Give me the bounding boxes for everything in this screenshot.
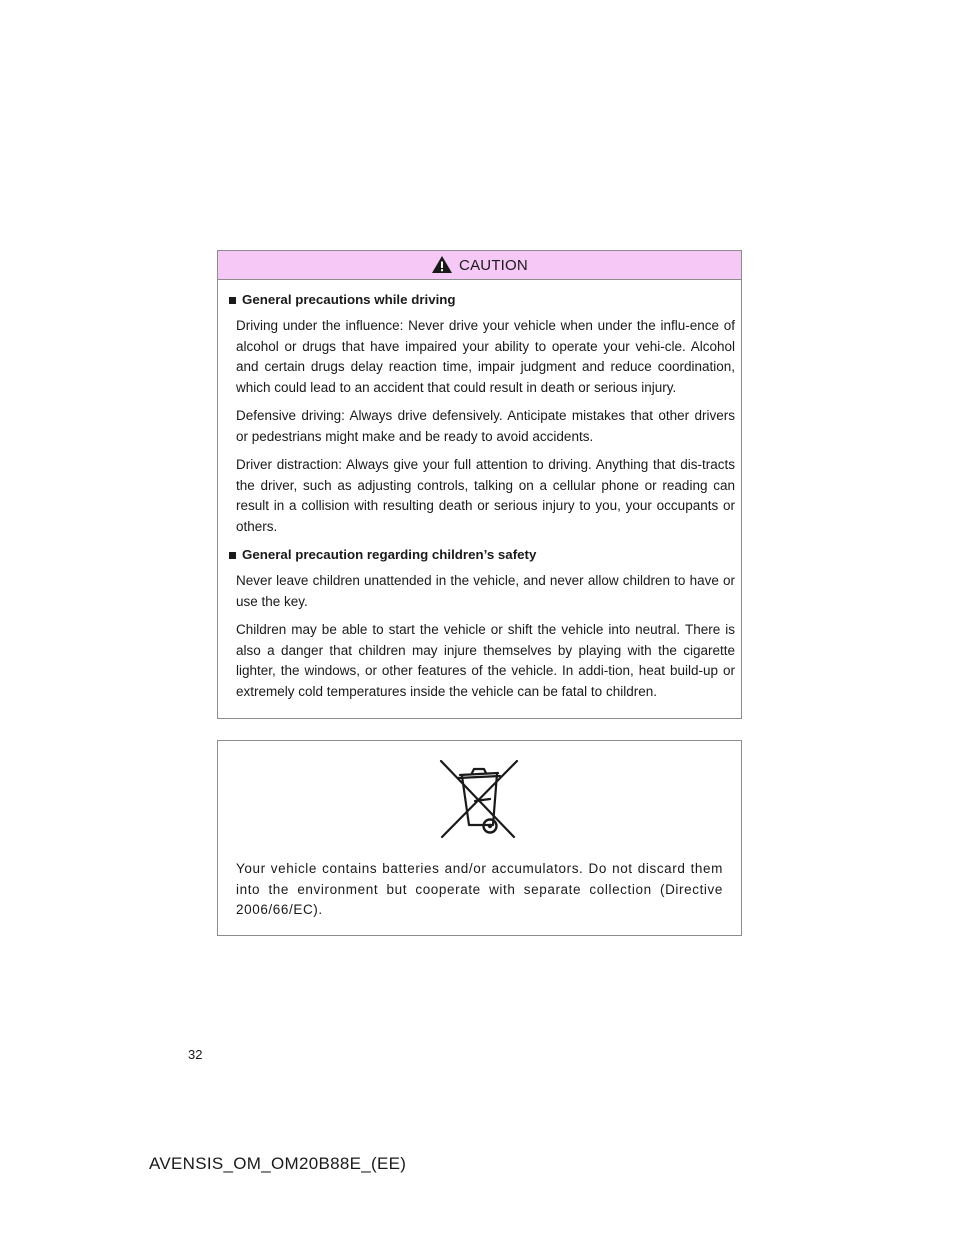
paragraph-driver-distraction: Driver distraction: Always give your full attention to driving. Anything that dis-tracts the driver, such as adjusting controls, talking on a cellular phone or reading can result in a collision with resulting death or serious injury to you, your occupants or others. xyxy=(236,457,735,534)
paragraph-driving-influence: Driving under the influence: Never drive your vehicle when under the influ-ence of alcohol or drugs that have impaired your ability to operate your vehi-cle. Alcohol and certain drugs delay reaction time, impair judgment and reduce coordination, which could lead to an accident that could result in death or serious injury. xyxy=(236,318,735,395)
square-bullet-icon xyxy=(229,297,236,304)
recycling-notice-text: Your vehicle contains batteries and/or accumulators. Do not discard them into the environment but cooperate with separate collection (Directive 2006/66/EC). xyxy=(236,861,723,917)
page-number: 32 xyxy=(188,1047,203,1062)
warning-triangle-icon xyxy=(431,255,453,274)
section-heading-driving: General precautions while driving xyxy=(226,290,735,310)
crossed-out-wheelie-bin-icon xyxy=(438,759,520,839)
paragraph-children-unattended: Never leave children unattended in the vehicle, and never allow children to have or use the key. xyxy=(236,573,735,609)
paragraph-defensive-driving: Defensive driving: Always drive defensively. Anticipate mistakes that other drivers or pedestrians might make and be ready to avoid accidents. xyxy=(236,408,735,444)
caution-title: CAUTION xyxy=(459,256,528,274)
square-bullet-icon xyxy=(229,552,236,559)
caution-body xyxy=(218,280,741,702)
document-code: AVENSIS_OM_OM20B88E_(EE) xyxy=(149,1154,407,1173)
recycling-notice-box xyxy=(217,740,742,936)
section-heading-children: General precaution regarding children’s safety xyxy=(226,545,735,565)
paragraph-children-dangers: Children may be able to start the vehicle or shift the vehicle into neutral. There is also a danger that children may injure themselves by playing with the cigarette lighter, the windows, or other features of the vehicle. In addi-tion, heat build-up or extremely cold temperatures inside the vehicle can be fatal to children. xyxy=(236,622,735,699)
caution-header xyxy=(218,251,741,280)
caution-box xyxy=(217,250,742,719)
